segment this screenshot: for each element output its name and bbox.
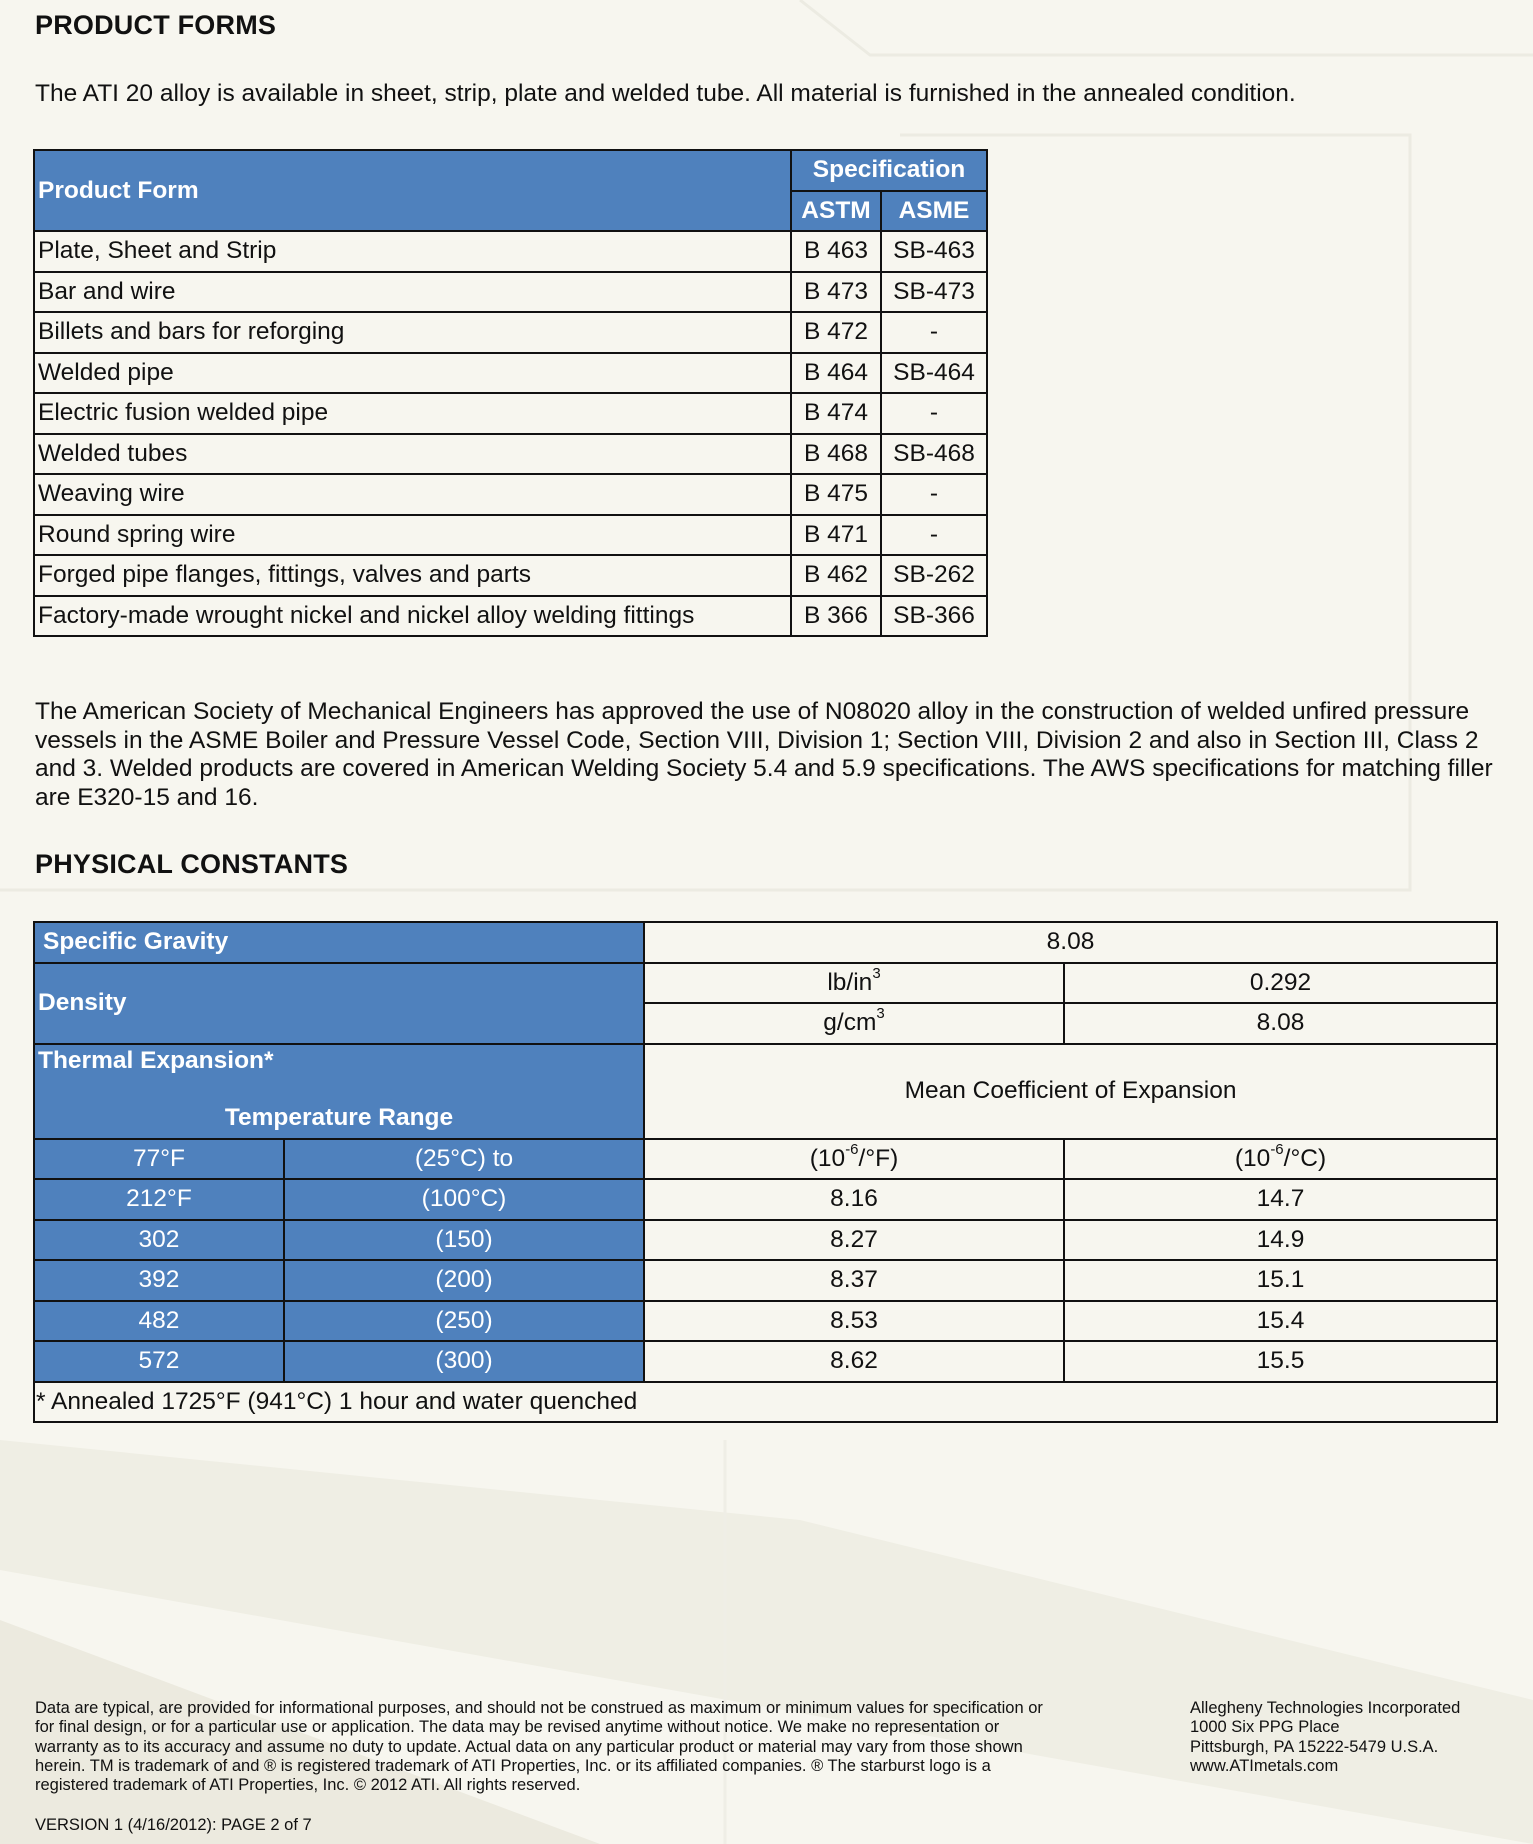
product-form-cell: Plate, Sheet and Strip <box>34 231 791 272</box>
header-asme: ASME <box>881 191 987 232</box>
table-row <box>34 1139 1497 1180</box>
start-temp-f: 77°F <box>34 1139 284 1180</box>
astm-cell: B 474 <box>791 393 881 434</box>
unit-c-close: /°C) <box>1283 1144 1327 1172</box>
header-specification: Specification <box>791 150 987 191</box>
density-value-metric: 8.08 <box>1064 1003 1497 1044</box>
product-forms-intro: The ATI 20 alloy is available in sheet, strip, plate and welded tube. All material is furnished in the annealed condition. <box>35 80 1296 107</box>
table-row <box>34 1382 1497 1423</box>
temp-c-cell: (100°C) <box>284 1179 644 1220</box>
unit-c-open: (10 <box>1234 1144 1271 1172</box>
product-form-cell: Factory-made wrought nickel and nickel alloy welding fittings <box>34 596 791 637</box>
table-row <box>34 1044 1497 1139</box>
annealing-footnote: * Annealed 1725°F (941°C) 1 hour and water quenched <box>34 1382 1497 1423</box>
header-astm: ASTM <box>791 191 881 232</box>
density-unit-1: lb/in <box>827 968 873 996</box>
asme-cell: SB-464 <box>881 353 987 394</box>
asme-cell: - <box>881 393 987 434</box>
coef-c-cell: 15.4 <box>1064 1301 1497 1342</box>
unit-f-exponent: -6 <box>845 1140 859 1158</box>
unit-c-exponent: -6 <box>1270 1140 1284 1158</box>
asme-cell: SB-473 <box>881 272 987 313</box>
coef-c-cell: 15.5 <box>1064 1341 1497 1382</box>
density-unit-metric <box>644 1003 1064 1044</box>
product-form-cell: Forged pipe flanges, fittings, valves and parts <box>34 555 791 596</box>
asme-cell: SB-468 <box>881 434 987 475</box>
density-unit-2-exponent: 3 <box>876 1005 885 1023</box>
product-form-cell: Round spring wire <box>34 515 791 556</box>
astm-cell: B 468 <box>791 434 881 475</box>
temp-f-cell: 212°F <box>34 1179 284 1220</box>
specific-gravity-label: Specific Gravity <box>34 922 644 963</box>
company-name: Allegheny Technologies Incorporated <box>1190 1699 1461 1717</box>
temp-c-cell: (150) <box>284 1220 644 1261</box>
astm-cell: B 462 <box>791 555 881 596</box>
table-row <box>34 353 987 394</box>
coef-c-cell: 15.1 <box>1064 1260 1497 1301</box>
temp-f-cell: 302 <box>34 1220 284 1261</box>
astm-cell: B 464 <box>791 353 881 394</box>
astm-cell: B 471 <box>791 515 881 556</box>
density-unit-imperial <box>644 963 1064 1004</box>
thermal-expansion-header <box>34 1044 644 1139</box>
unit-f-close: /°F) <box>858 1144 899 1172</box>
temp-c-cell: (300) <box>284 1341 644 1382</box>
start-temp-c: (25°C) to <box>284 1139 644 1180</box>
asme-cell: SB-262 <box>881 555 987 596</box>
asme-cell: SB-366 <box>881 596 987 637</box>
physical-constants-heading: PHYSICAL CONSTANTS <box>35 849 349 879</box>
website-link[interactable]: www.ATImetals.com <box>1190 1756 1339 1775</box>
table-row <box>34 1341 1497 1382</box>
asme-cell: SB-463 <box>881 231 987 272</box>
table-row <box>34 1220 1497 1261</box>
astm-cell: B 463 <box>791 231 881 272</box>
coef-f-cell: 8.37 <box>644 1260 1064 1301</box>
temperature-range-label: Temperature Range <box>224 1103 454 1131</box>
table-row <box>34 1179 1497 1220</box>
coef-f-cell: 8.16 <box>644 1179 1064 1220</box>
physical-constants-table <box>33 921 1498 1423</box>
density-unit-1-exponent: 3 <box>872 964 881 982</box>
coef-f-cell: 8.62 <box>644 1341 1064 1382</box>
product-form-cell: Welded tubes <box>34 434 791 475</box>
table-row <box>34 555 987 596</box>
table-row <box>34 922 1497 963</box>
product-form-cell: Weaving wire <box>34 474 791 515</box>
asme-cell: - <box>881 312 987 353</box>
company-address <box>1190 1699 1510 1776</box>
table-row <box>34 1301 1497 1342</box>
astm-cell: B 475 <box>791 474 881 515</box>
table-row <box>34 474 987 515</box>
product-forms-heading: PRODUCT FORMS <box>35 10 277 40</box>
astm-cell: B 473 <box>791 272 881 313</box>
coef-f-cell: 8.53 <box>644 1301 1064 1342</box>
coef-c-cell: 14.7 <box>1064 1179 1497 1220</box>
table-row <box>34 515 987 556</box>
disclaimer-text: Data are typical, are provided for informational purposes, and should not be construed as maximum or minimum values for specification or for final design, or for a particular use or application. The data may be revised anytime without notice. We make no representation or warranty as to its accuracy and assume no duty to update. Actual data on any particular product or material may vary from those shown herein. TM is trademark of and ® is registered trademark of ATI Properties, Inc. or its affiliated companies. ® The starburst logo is a registered trademark of ATI Properties, Inc. © 2012 ATI. All rights reserved. <box>35 1699 1043 1795</box>
thermal-expansion-rows <box>34 1179 1497 1382</box>
product-form-cell: Bar and wire <box>34 272 791 313</box>
header-product-form: Product Form <box>34 150 791 231</box>
asme-cell: - <box>881 474 987 515</box>
table-row <box>34 596 987 637</box>
density-value-imperial: 0.292 <box>1064 963 1497 1004</box>
asme-cell: - <box>881 515 987 556</box>
density-unit-2: g/cm <box>823 1009 877 1037</box>
product-form-cell: Billets and bars for reforging <box>34 312 791 353</box>
density-label: Density <box>34 963 644 1044</box>
product-form-cell: Welded pipe <box>34 353 791 394</box>
coef-f-cell: 8.27 <box>644 1220 1064 1261</box>
table-header-row <box>34 150 987 191</box>
product-forms-rows <box>34 231 987 636</box>
version-page-label: VERSION 1 (4/16/2012): PAGE 2 of 7 <box>35 1816 312 1834</box>
unit-per-c <box>1064 1139 1497 1180</box>
mean-coefficient-label: Mean Coefficient of Expansion <box>644 1044 1497 1139</box>
table-row <box>34 963 1497 1004</box>
table-row <box>34 272 987 313</box>
asme-approval-paragraph: The American Society of Mechanical Engineers has approved the use of N08020 alloy in the construction of welded unfired pressure vessels in the ASME Boiler and Pressure Vessel Code, Section VIII, Division 1; Section VIII, Division 2 and also in Section III, Class 2 and 3. Welded products are covered in American Welding Society 5.4 and 5.9 specifications. The AWS specifications for matching filler are E320-15 and 16. <box>35 698 1493 811</box>
table-row <box>34 434 987 475</box>
astm-cell: B 472 <box>791 312 881 353</box>
temp-c-cell: (200) <box>284 1260 644 1301</box>
temp-f-cell: 482 <box>34 1301 284 1342</box>
table-row <box>34 1260 1497 1301</box>
unit-f-open: (10 <box>809 1144 846 1172</box>
table-row <box>34 312 987 353</box>
address-line-2: Pittsburgh, PA 15222-5479 U.S.A. <box>1190 1737 1439 1756</box>
temp-c-cell: (250) <box>284 1301 644 1342</box>
astm-cell: B 366 <box>791 596 881 637</box>
product-forms-table <box>33 149 988 637</box>
table-row <box>34 393 987 434</box>
thermal-expansion-label: Thermal Expansion* <box>38 1046 274 1074</box>
address-line-1: 1000 Six PPG Place <box>1190 1718 1340 1737</box>
unit-per-f <box>644 1139 1064 1180</box>
temp-f-cell: 392 <box>34 1260 284 1301</box>
table-row <box>34 231 987 272</box>
coef-c-cell: 14.9 <box>1064 1220 1497 1261</box>
specific-gravity-value: 8.08 <box>644 922 1497 963</box>
product-form-cell: Electric fusion welded pipe <box>34 393 791 434</box>
temp-f-cell: 572 <box>34 1341 284 1382</box>
